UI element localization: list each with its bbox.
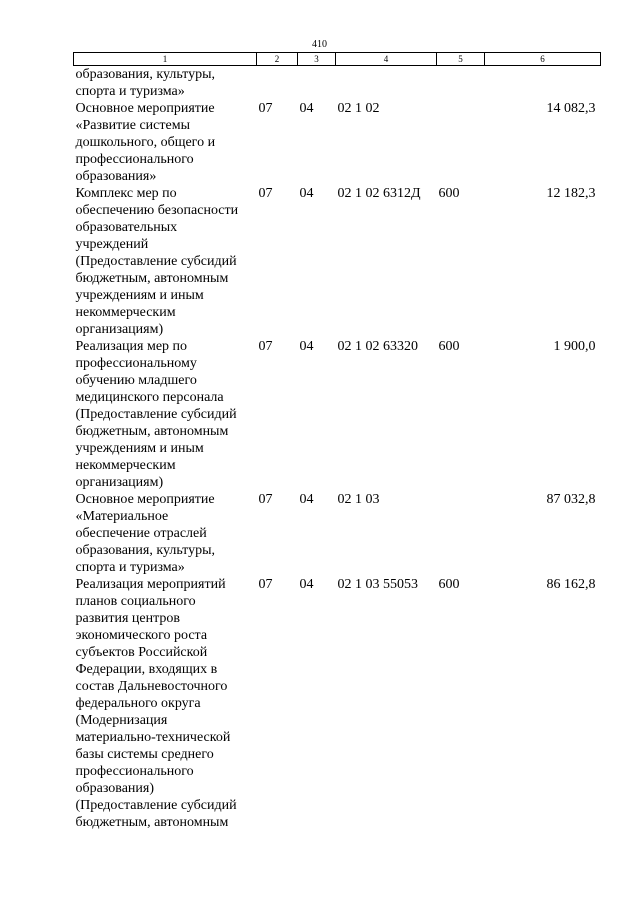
expense-type-code: 600 [438, 577, 460, 592]
section-code: 07 [258, 339, 273, 354]
expenditure-name: Комплекс мер по обеспечению безопасности образовательных учреждений (Предоставление субсидий бюджетным, автономным учреждениям и иным некоммерческим организациям) [75, 186, 239, 337]
column-number-header-row [74, 53, 601, 66]
column-header: 1 [74, 53, 257, 66]
amount: 86 162,8 [546, 577, 596, 592]
target-article-code [336, 66, 437, 101]
page-number: 410 [312, 39, 327, 50]
table-row [74, 576, 601, 831]
table-row [74, 66, 601, 101]
expense-type-code: 600 [438, 186, 460, 201]
table-row [74, 491, 601, 576]
expense-type-code [437, 66, 485, 101]
column-header: 5 [437, 53, 485, 66]
expenditure-name: Реализация мероприятий планов социального развития центров экономического роста субъектов Российской Федерации, входящих в состав Дальневосточного федерального округа (Модернизация материально-технической базы системы среднего профессионального образования) (Предоставление субсидий бюджетным, автономным [75, 577, 237, 830]
amount [485, 66, 601, 101]
expenditure-name: Реализация мер по профессиональному обучению младшего медицинского персонала (Предоставление субсидий бюджетным, автономным учреждениям и иным некоммерческим организациям) [75, 339, 237, 490]
column-header: 4 [336, 53, 437, 66]
target-article-code: 02 1 02 63320 [337, 339, 418, 354]
subsection-code [298, 66, 336, 101]
column-header: 3 [298, 53, 336, 66]
target-article-code: 02 1 02 [337, 101, 380, 116]
section-code: 07 [258, 101, 273, 116]
table-body [74, 66, 601, 832]
column-header: 2 [257, 53, 298, 66]
target-article-code: 02 1 03 55053 [337, 577, 418, 592]
subsection-code: 04 [299, 339, 314, 354]
column-header: 6 [485, 53, 601, 66]
expense-type-code: 600 [438, 339, 460, 354]
subsection-code: 04 [299, 577, 314, 592]
expenditure-name: образования, культуры, спорта и туризма» [75, 67, 216, 99]
expense-type-code [437, 491, 485, 576]
subsection-code: 04 [299, 186, 314, 201]
target-article-code: 02 1 02 6312Д [337, 186, 421, 201]
budget-table [73, 52, 601, 831]
section-code: 07 [258, 186, 273, 201]
expense-type-code [437, 100, 485, 185]
amount: 14 082,3 [546, 101, 596, 116]
expenditure-name: Основное мероприятие «Материальное обеспечение отраслей образования, культуры, спорта и туризма» [75, 492, 216, 575]
subsection-code: 04 [299, 101, 314, 116]
section-code: 07 [258, 577, 273, 592]
amount: 1 900,0 [553, 339, 596, 354]
target-article-code: 02 1 03 [337, 492, 380, 507]
expenditure-name: Основное мероприятие «Развитие системы дошкольного, общего и профессионального образования» [75, 101, 216, 184]
amount: 87 032,8 [546, 492, 596, 507]
section-code [257, 66, 298, 101]
table-row [74, 338, 601, 491]
table-row [74, 185, 601, 338]
section-code: 07 [258, 492, 273, 507]
amount: 12 182,3 [546, 186, 596, 201]
table-row [74, 100, 601, 185]
subsection-code: 04 [299, 492, 314, 507]
